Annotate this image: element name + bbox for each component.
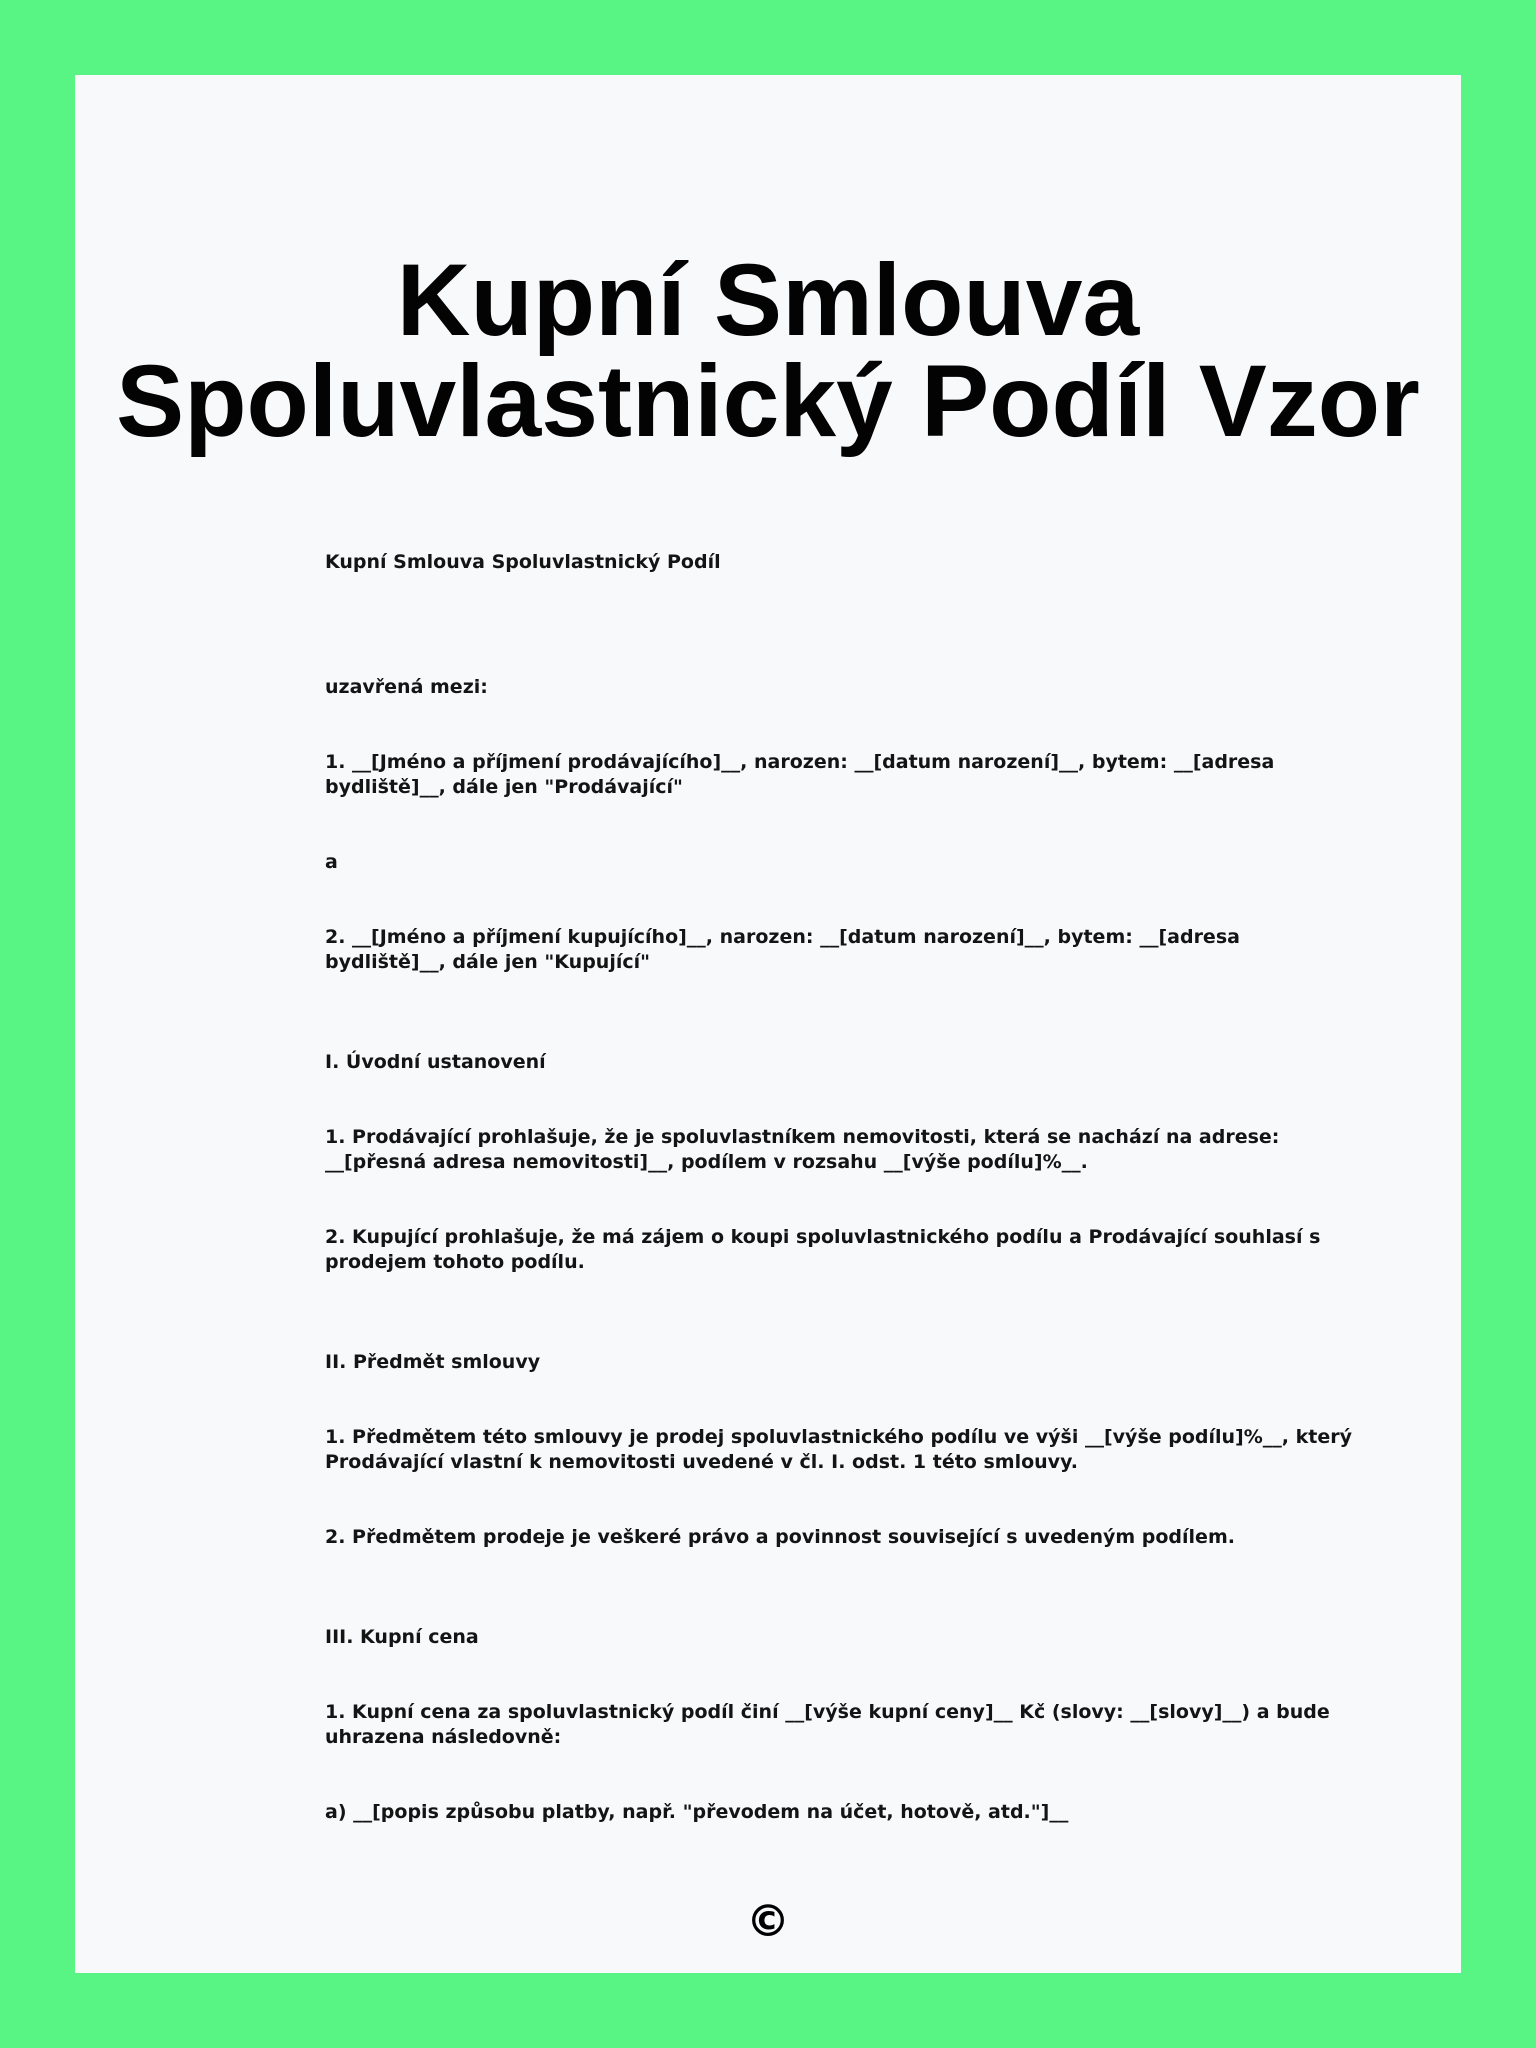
party-seller: 1. __[Jméno a příjmení prodávajícího]__, narozen: __[datum narození]__, bytem: __[adresa bydliště]__, dále jen "Prodávající" <box>325 751 1275 798</box>
contract-heading: Kupní Smlouva Spoluvlastnický Podíl <box>325 551 721 573</box>
section-3-paragraph-1: 1. Kupní cena za spoluvlastnický podíl činí __[výše kupní ceny]__ Kč (slovy: __[slovy]__) a bude uhrazena následovně: <box>325 1701 1330 1748</box>
section-1-paragraph-1: 1. Prodávající prohlašuje, že je spoluvlastníkem nemovitosti, která se nachází na adrese: __[přesná adresa nemovitosti]__, podílem v rozsahu __[výše podílu]%__. <box>325 1126 1280 1173</box>
section-1-paragraph-2: 2. Kupující prohlašuje, že má zájem o koupi spoluvlastnického podílu a Prodávající souhlasí s prodejem tohoto podílu. <box>325 1226 1321 1273</box>
section-3-item-a: a) __[popis způsobu platby, např. "převodem na účet, hotově, atd."]__ <box>325 1801 1069 1823</box>
section-2-paragraph-2: 2. Předmětem prodeje je veškeré právo a povinnost související s uvedeným podílem. <box>325 1526 1235 1548</box>
document-title <box>75 243 1461 458</box>
document-page <box>75 75 1461 1973</box>
section-2-paragraph-1: 1. Předmětem této smlouvy je prodej spoluvlastnického podílu ve výši __[výše podílu]%__, který Prodávající vlastní k nemovitosti uvedené v čl. I. odst. 1 této smlouvy. <box>325 1426 1352 1473</box>
section-2-title: II. Předmět smlouvy <box>325 1351 541 1373</box>
title-line-2: Spoluvlastnický Podíl Vzor <box>116 344 1420 458</box>
section-3-title: III. Kupní cena <box>325 1626 479 1648</box>
party-buyer: 2. __[Jméno a příjmení kupujícího]__, narozen: __[datum narození]__, bytem: __[adresa bydliště]__, dále jen "Kupující" <box>325 926 1240 973</box>
copyright-symbol: © <box>746 1896 790 1947</box>
and-text: a <box>325 851 338 873</box>
title-line-1: Kupní Smlouva <box>396 243 1140 357</box>
intro-text: uzavřená mezi: <box>325 676 488 698</box>
section-1-title: I. Úvodní ustanovení <box>325 1051 546 1073</box>
